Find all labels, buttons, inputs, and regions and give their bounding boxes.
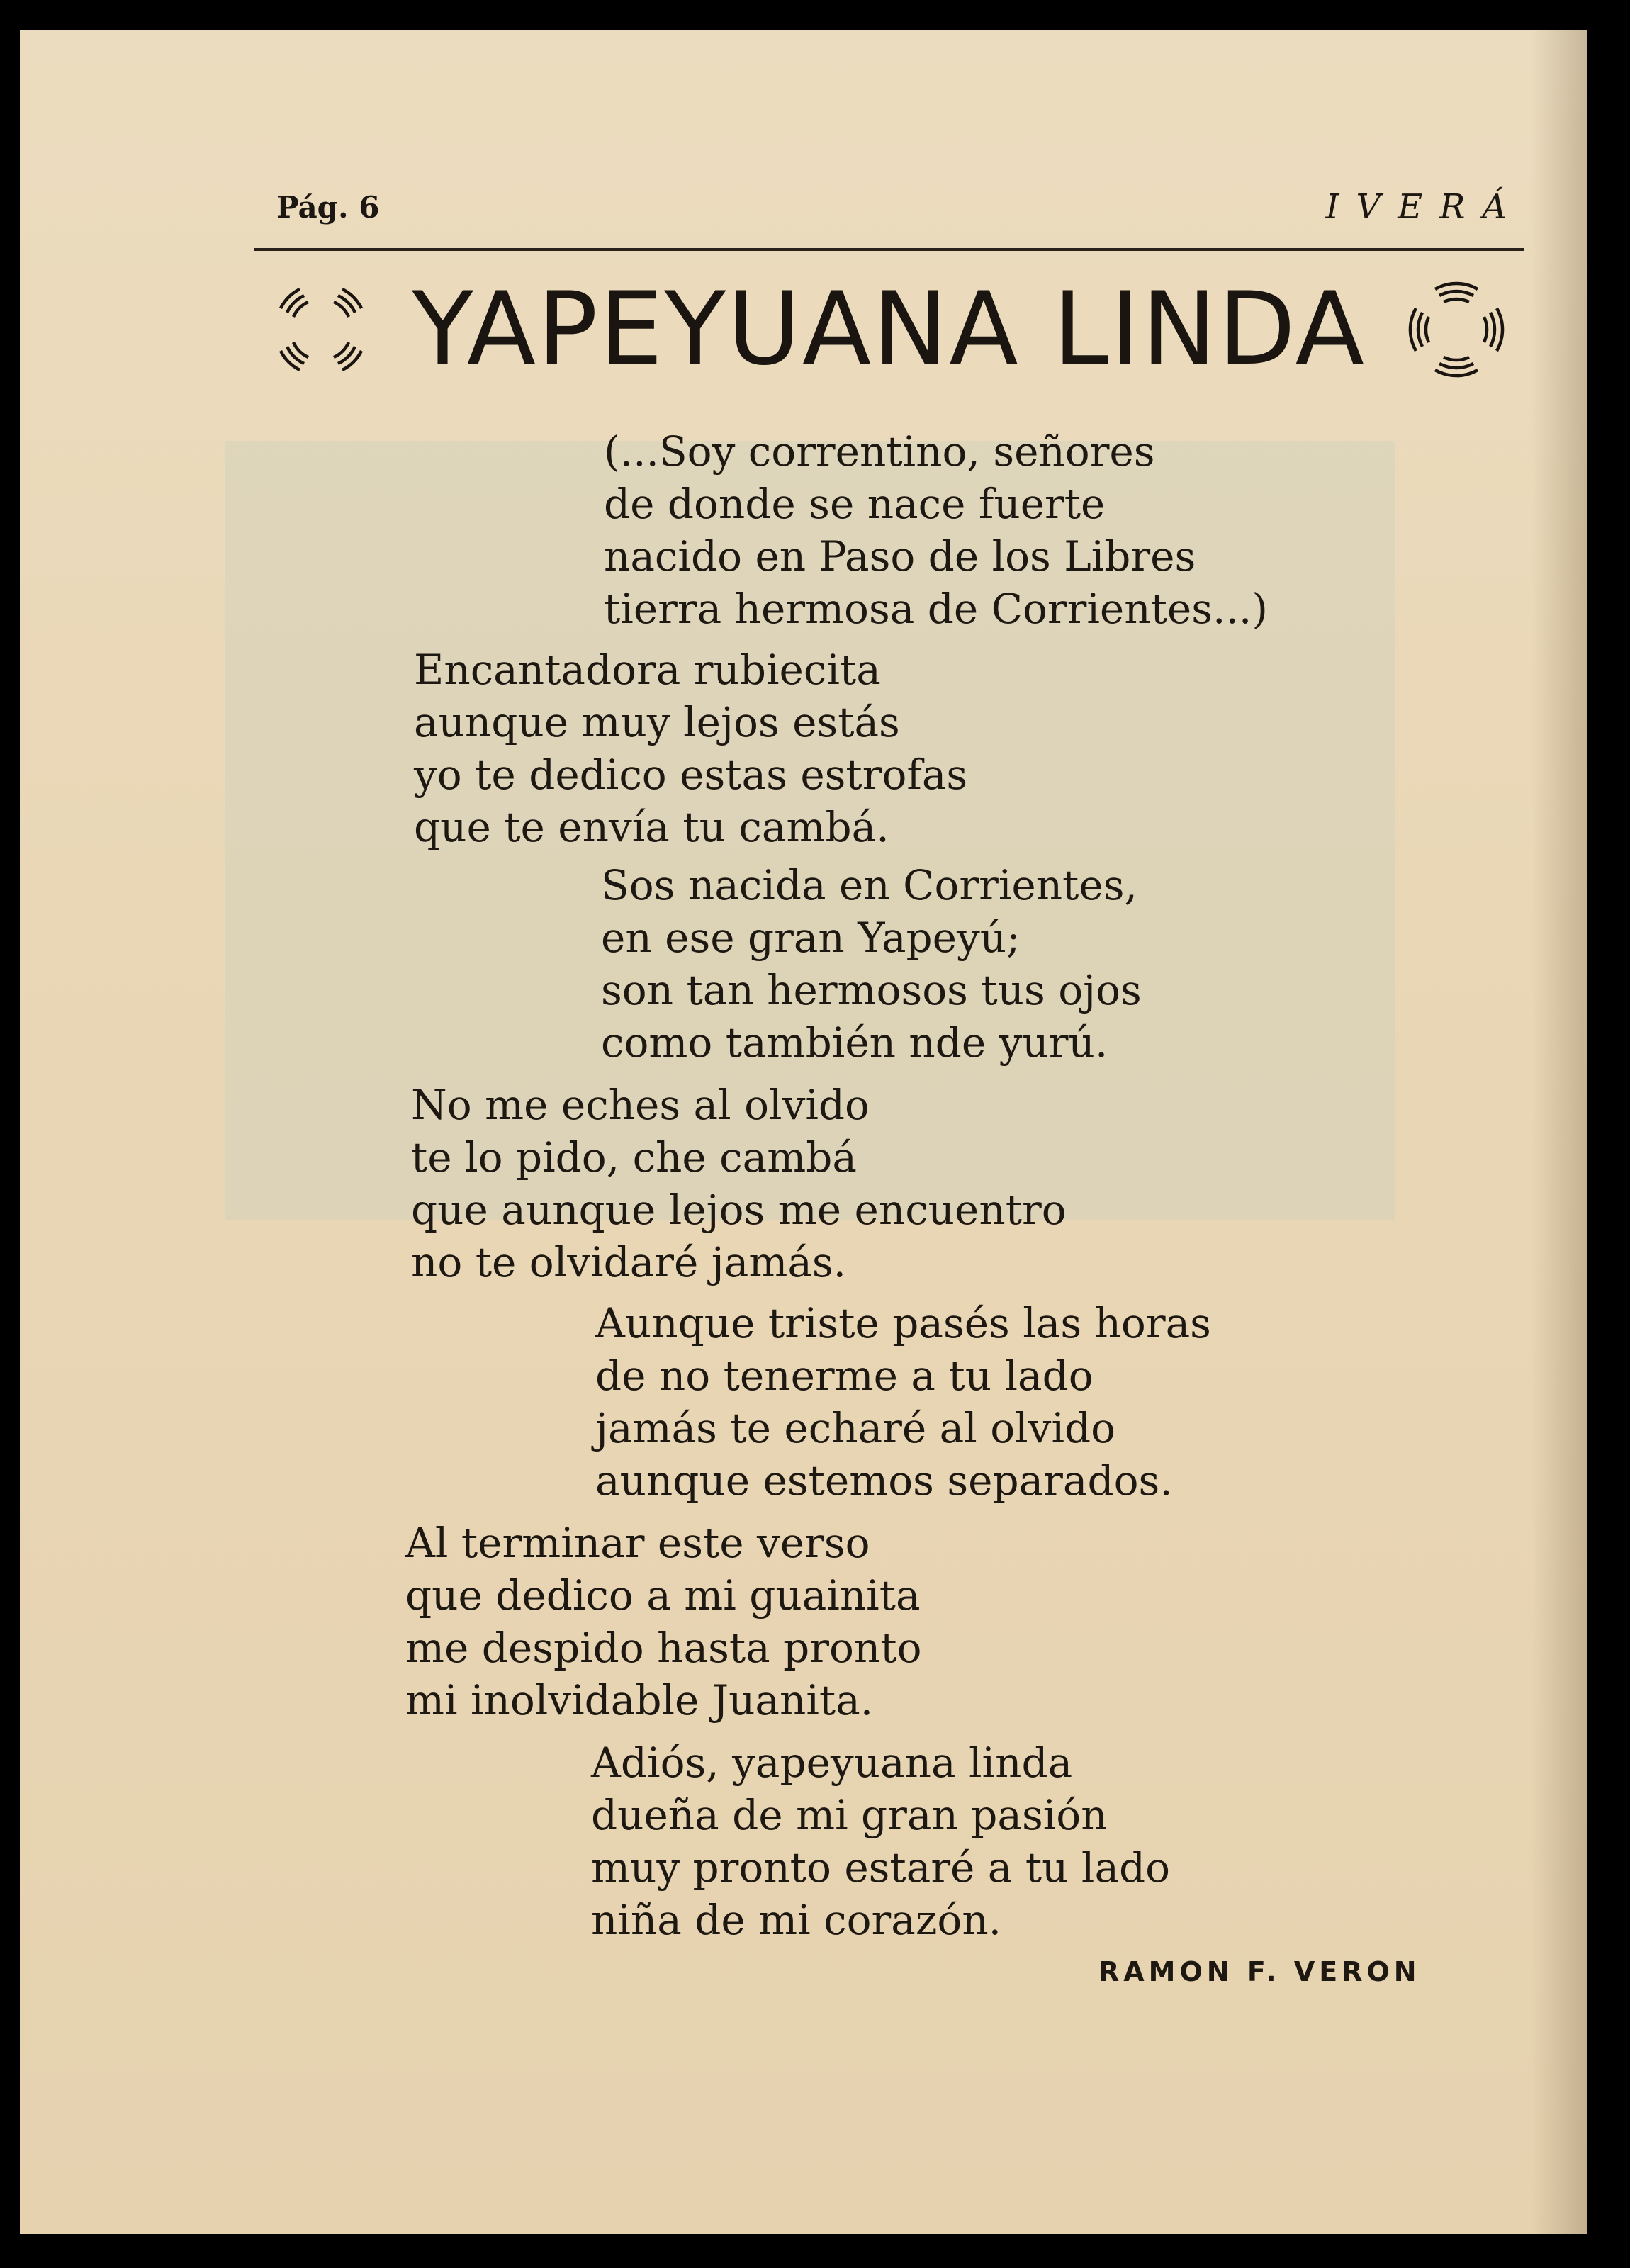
header-rule — [254, 248, 1524, 251]
poem-line: Adiós, yapeyuana linda — [591, 1739, 1073, 1787]
poem-line: Aunque triste pasés las horas — [595, 1299, 1211, 1347]
poem-line: Encantadora rubiecita — [414, 646, 881, 694]
poem-line: dueña de mi gran pasión — [591, 1791, 1108, 1839]
poem-line: que te envía tu cambá. — [414, 803, 889, 851]
poem-line: de donde se nace fuerte — [604, 480, 1106, 528]
stanza-4 — [411, 1079, 1067, 1289]
poem-line: que dedico a mi guainita — [405, 1571, 921, 1619]
poem-line: muy pronto estaré a tu lado — [591, 1843, 1171, 1892]
poem-line: como también nde yurú. — [601, 1018, 1108, 1067]
poem-line: tierra hermosa de Corrientes...) — [604, 585, 1268, 633]
poem-line: te lo pido, che cambá — [411, 1133, 857, 1181]
poem-line: No me eches al olvido — [411, 1081, 870, 1129]
poem-line: yo te dedico estas estrofas — [414, 751, 968, 799]
author-signature: RAMON F. VERON — [1098, 1956, 1421, 1987]
stanza-7 — [591, 1736, 1170, 1946]
poem-title: YAPEYUANA LINDA — [412, 271, 1366, 388]
page-header — [255, 184, 1524, 241]
poem-line: (...Soy correntino, señores — [604, 427, 1155, 476]
poem-line: aunque muy lejos estás — [414, 698, 900, 746]
stanza-2 — [414, 644, 967, 853]
poem-line: no te olvidaré jamás. — [411, 1238, 847, 1286]
page-number: Pág. 6 — [276, 190, 380, 225]
stanza-3 — [601, 859, 1142, 1069]
poem-line: niña de mi corazón. — [591, 1896, 1002, 1944]
poem-line: jamás te echaré al olvido — [595, 1404, 1116, 1452]
stanza-5 — [595, 1297, 1211, 1507]
poem-line: aunque estemos separados. — [595, 1456, 1173, 1505]
poem-line: me despido hasta pronto — [405, 1624, 922, 1672]
stanza-1 — [604, 425, 1268, 635]
stanza-6 — [405, 1517, 922, 1727]
poem-line: Al terminar este verso — [405, 1519, 870, 1567]
poem-line: son tan hermosos tus ojos — [601, 966, 1142, 1014]
poem-line: mi inolvidable Juanita. — [405, 1676, 874, 1724]
poem-line: nacido en Paso de los Libres — [604, 532, 1196, 580]
right-ornament-icon — [1403, 276, 1510, 383]
poem-line: que aunque lejos me encuentro — [411, 1186, 1067, 1234]
poem-line: en ese gran Yapeyú; — [601, 914, 1021, 962]
journal-name: IVERÁ — [1325, 187, 1524, 227]
poem-line: de no tenerme a tu lado — [595, 1352, 1094, 1400]
poem-line: Sos nacida en Corrientes, — [601, 861, 1137, 909]
page-edge-shadow — [1531, 30, 1587, 2234]
title-row — [254, 262, 1524, 397]
